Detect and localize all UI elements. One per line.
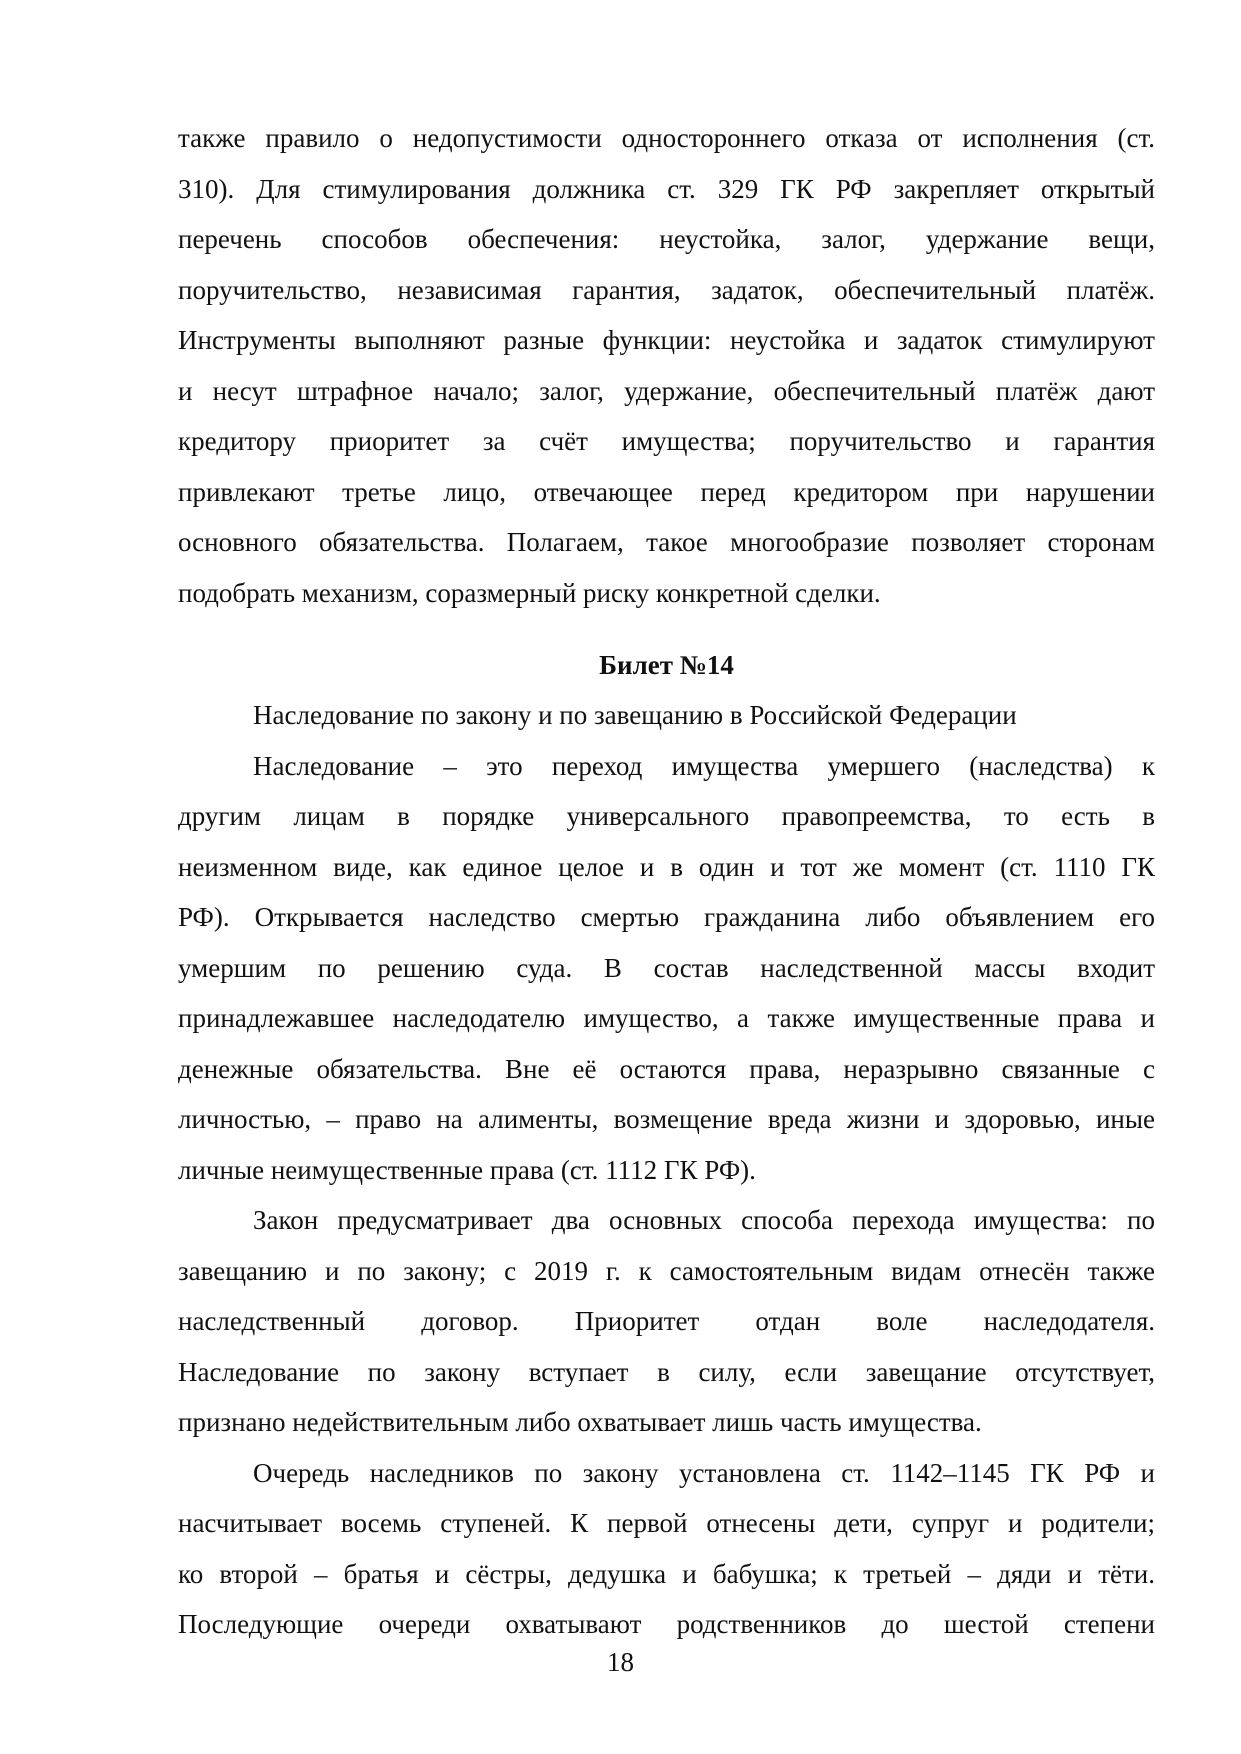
text-line: денежные обязательства. Вне её остаются права, неразрывно связанные с xyxy=(178,1053,1155,1084)
text-line: основного обязательства. Полагаем, такое многообразие позволяет сторонам xyxy=(178,527,1155,557)
text-line: неизменном виде, как единое целое и в один и тот же момент (ст. 1110 ГК xyxy=(178,851,1155,882)
text-line: и несут штрафное начало; залог, удержание, обеспечительный платёж дают xyxy=(178,375,1155,406)
text-line: 310). Для стимулирования должника ст. 329 ГК РФ закрепляет открытый xyxy=(178,173,1155,204)
text-line: Последующие очереди охватывают родственников до шестой степени xyxy=(178,1609,1155,1639)
text-line: кредитору приоритет за счёт имущества; поручительство и гарантия xyxy=(178,426,1155,456)
text-line: завещанию и по закону; с 2019 г. к самостоятельным видам отнесён также xyxy=(178,1255,1155,1286)
text-line: подобрать механизм, соразмерный риску конкретной сделки. xyxy=(178,577,881,608)
text-line: привлекают третье лицо, отвечающее перед кредитором при нарушении xyxy=(178,476,1155,507)
paragraph-heir-order xyxy=(178,1448,1155,1650)
text-line: поручительство, независимая гарантия, задаток, обеспечительный платёж. xyxy=(178,274,1155,305)
text-line: Наследование – это переход имущества умершего (наследства) к xyxy=(253,750,1155,781)
text-line: личностью, – право на алименты, возмещение вреда жизни и здоровью, иные xyxy=(178,1104,1155,1134)
text-line: признано недействительным либо охватывает лишь часть имущества. xyxy=(178,1407,982,1437)
text-line: Наследование по закону вступает в силу, если завещание отсутствует, xyxy=(178,1356,1155,1387)
intro-paragraph xyxy=(178,113,1155,618)
text-line: также правило о недопустимости одностороннего отказа от исполнения (ст. xyxy=(178,123,1155,153)
text-line: Закон предусматривает два основных способа перехода имущества: по xyxy=(253,1205,1155,1235)
paragraph-inheritance-definition xyxy=(178,741,1155,1196)
text-line: ко второй – братья и сёстры, дедушка и бабушка; к третьей – дяди и тёти. xyxy=(178,1558,1155,1589)
text-line: Инструменты выполняют разные функции: неустойка и задаток стимулируют xyxy=(178,325,1155,355)
text-line: РФ). Открывается наследство смертью гражданина либо объявлением его xyxy=(178,902,1155,932)
ticket-heading: Билет №14 xyxy=(599,650,734,680)
document-page xyxy=(178,113,1155,1650)
text-line: перечень способов обеспечения: неустойка, залог, удержание вещи, xyxy=(178,224,1155,254)
text-line: личные неимущественные права (ст. 1112 ГК РФ). xyxy=(178,1154,756,1185)
text-line: насчитывает восемь ступеней. К первой отнесены дети, супруг и родители; xyxy=(178,1508,1155,1538)
ticket-subtitle: Наследование по закону и по завещанию в Российской Федерации xyxy=(253,700,1017,730)
text-line: наследственный договор. Приоритет отдан воле наследодателя. xyxy=(178,1306,1155,1336)
text-line: другим лицам в порядке универсального правопреемства, то есть в xyxy=(178,801,1155,831)
paragraph-inheritance-methods xyxy=(178,1195,1155,1448)
page-number: 18 xyxy=(607,1647,634,1677)
text-line: принадлежавшее наследодателю имущество, а также имущественные права и xyxy=(178,1003,1155,1033)
text-line: умершим по решению суда. В состав наследственной массы входит xyxy=(178,952,1155,983)
text-line: Очередь наследников по закону установлена ст. 1142–1145 ГК РФ и xyxy=(253,1457,1155,1488)
